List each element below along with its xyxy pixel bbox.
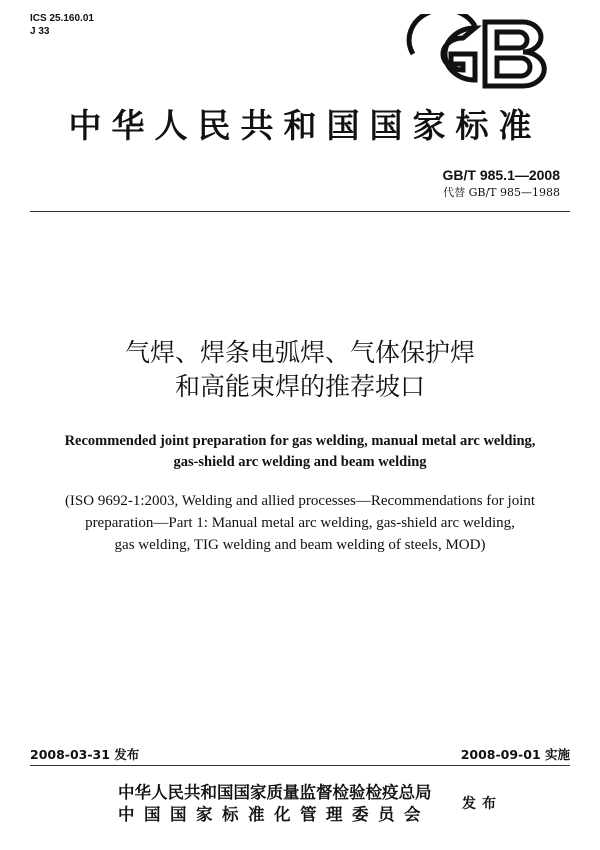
iso-reference-line-2: preparation—Part 1: Manual metal arc welding, gas-shield arc welding, — [85, 515, 515, 531]
footer-divider — [30, 765, 570, 766]
standard-number: GB/T 985.1—2008 — [442, 167, 560, 183]
english-title-line-1: Recommended joint preparation for gas welding, manual metal arc welding, — [64, 433, 536, 449]
english-title — [30, 431, 570, 473]
issuer-line-2: 中国国家标准化管理委员会 — [118, 805, 430, 824]
issuing-authorities — [118, 782, 432, 826]
publish-label: 发布 — [462, 796, 502, 812]
iso-reference-line-3: gas welding, TIG welding and beam welding of steels, MOD) — [114, 537, 486, 553]
replaces-standard: 代替 GB/T 985—1988 — [443, 186, 560, 199]
iso-reference — [40, 490, 560, 556]
issuer-line-1: 中华人民共和国国家质量监督检验检疫总局 — [118, 783, 432, 802]
iso-reference-line-1: (ISO 9692-1:2003, Welding and allied processes—Recommendations for joint — [64, 493, 536, 509]
chinese-title — [0, 336, 600, 404]
chinese-title-line-2: 和高能束焊的推荐坡口 — [174, 372, 425, 401]
classification-codes — [30, 12, 94, 38]
implementation-date: 2008-09-01 实施 — [460, 747, 570, 762]
header-divider — [30, 211, 570, 212]
ics-code: ICS 25.160.01 — [30, 13, 94, 24]
national-standard-title: 中华人民共和国国家标准 — [68, 106, 542, 145]
english-title-line-2: gas-shield arc welding and beam welding — [173, 454, 427, 470]
ccs-code: J 33 — [30, 26, 50, 37]
gb-logo-graphic — [405, 14, 555, 94]
gb-logo — [405, 14, 555, 94]
chinese-title-line-1: 气焊、焊条电弧焊、气体保护焊 — [124, 338, 475, 367]
issue-date: 2008-03-31 发布 — [30, 747, 140, 762]
